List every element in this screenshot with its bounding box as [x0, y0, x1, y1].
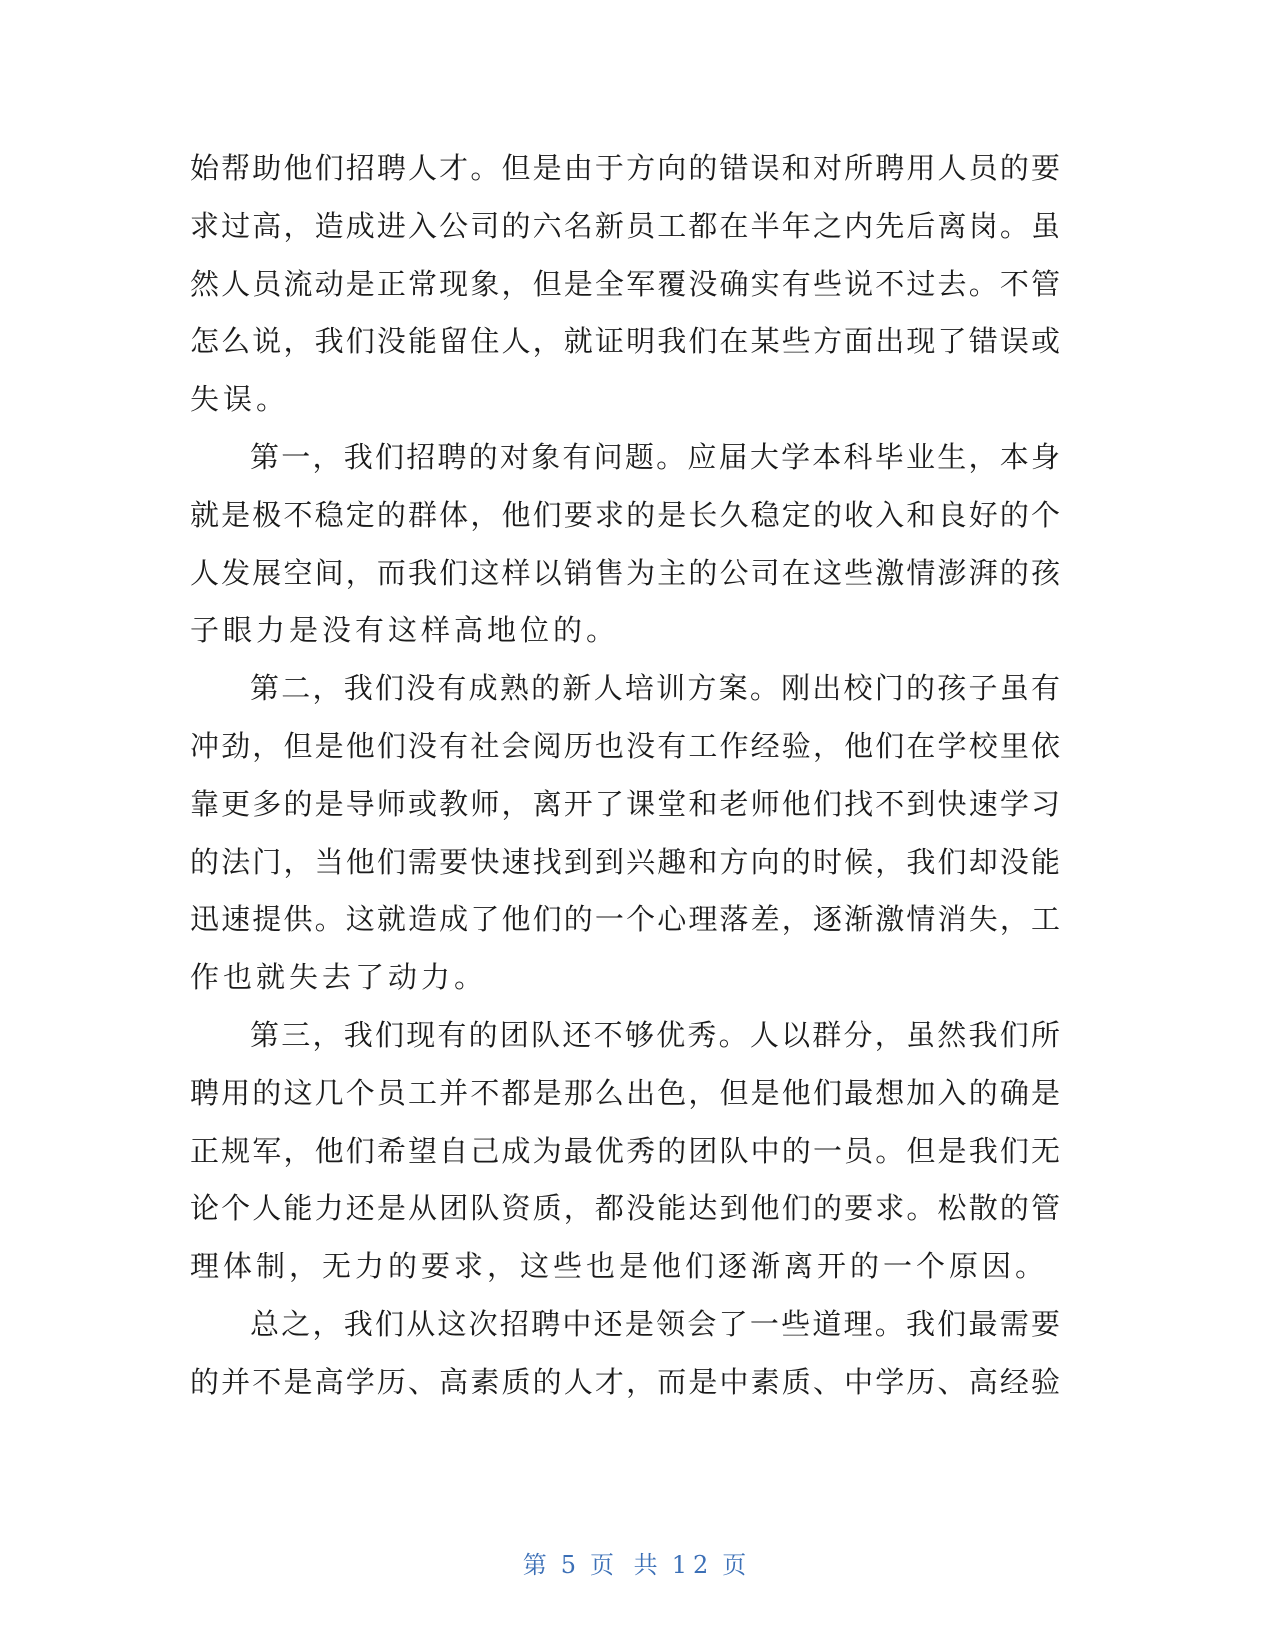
total-pages: 12	[671, 1551, 715, 1579]
text-line: 人发展空间，而我们这样以销售为主的公司在这些激情澎湃的孩	[190, 555, 1060, 590]
text-line: 冲劲，但是他们没有社会阅历也没有工作经验，他们在学校里依	[190, 728, 1060, 763]
text-line: 怎么说，我们没能留住人，就证明我们在某些方面出现了错误或	[190, 324, 1060, 359]
page-footer	[0, 1545, 1275, 1580]
text-line: 求过高，造成进入公司的六名新员工都在半年之内先后离岗。虽	[190, 208, 1060, 243]
text-line: 靠更多的是导师或教师，离开了课堂和老师他们找不到快速学习	[190, 786, 1060, 821]
text-line: 聘用的这几个员工并不都是那么出色，但是他们最想加入的确是	[190, 1075, 1060, 1110]
page-label-prefix: 第	[522, 1551, 553, 1579]
text-line: 论个人能力还是从团队资质，都没能达到他们的要求。松散的管	[190, 1191, 1060, 1226]
text-line: 失误。	[190, 382, 290, 417]
text-line: 迅速提供。这就造成了他们的一个心理落差，逐渐激情消失，工	[190, 902, 1060, 937]
page-label-middle: 页 共	[590, 1551, 664, 1579]
paragraph-first-line: 总之，我们从这次招聘中还是领会了一些道理。我们最需要	[250, 1306, 1060, 1341]
paragraph-first-line: 第二，我们没有成熟的新人培训方案。刚出校门的孩子虽有	[250, 671, 1060, 706]
paragraph-first-line: 第三，我们现有的团队还不够优秀。人以群分，虽然我们所	[250, 1017, 1060, 1052]
document-body	[190, 140, 1060, 1412]
text-line: 就是极不稳定的群体，他们要求的是长久稳定的收入和良好的个	[190, 497, 1060, 532]
text-line: 的并不是高学历、高素质的人才，而是中素质、中学历、高经验	[190, 1364, 1060, 1399]
text-line: 理体制，无力的要求，这些也是他们逐渐离开的一个原因。	[190, 1249, 1049, 1284]
text-line: 正规军，他们希望自己成为最优秀的团队中的一员。但是我们无	[190, 1133, 1060, 1168]
text-line: 始帮助他们招聘人才。但是由于方向的错误和对所聘用人员的要	[190, 151, 1060, 185]
page-number: 5	[560, 1551, 583, 1579]
text-line: 子眼力是没有这样高地位的。	[190, 613, 620, 648]
paragraph-first-line: 第一，我们招聘的对象有问题。应届大学本科毕业生，本身	[250, 439, 1060, 474]
text-line: 然人员流动是正常现象，但是全军覆没确实有些说不过去。不管	[190, 266, 1060, 301]
page-label-suffix: 页	[722, 1551, 753, 1579]
text-line: 作也就失去了动力。	[190, 960, 488, 995]
text-line: 的法门，当他们需要快速找到到兴趣和方向的时候，我们却没能	[190, 844, 1060, 879]
